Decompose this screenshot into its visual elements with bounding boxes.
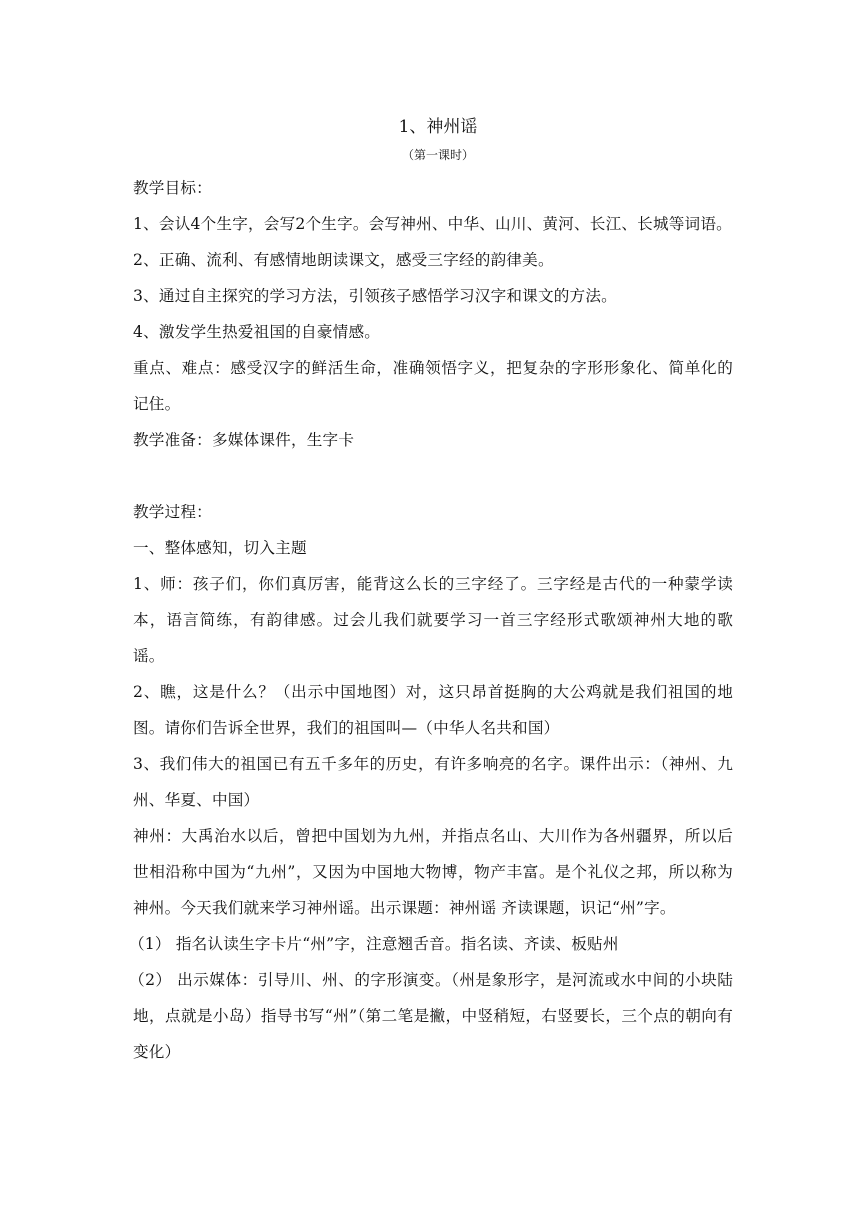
step-paragraph: 2、瞧，这是什么？（出示中国地图）对，这只昂首挺胸的大公鸡就是我们祖国的地图。请你们告诉全世界，我们的祖国叫—（中华人名共和国）	[133, 683, 733, 737]
objective-item: 3、通过自主探究的学习方法，引领孩子感悟学习汉字和课文的方法。	[133, 287, 617, 305]
sub-step: （2） 出示媒体：引导川、州、的字形演变。（州是象形字，是河流或水中间的小块陆地，点就是小岛）指导书写“州”（第二笔是撇，中竖稍短，右竖要长，三个点的朝向有变化）	[129, 971, 733, 1061]
lesson-title: 1、神州谣	[398, 117, 478, 137]
lesson-subtitle: （第一课时）	[401, 148, 474, 162]
objective-item: 4、激发学生热爱祖国的自豪情感。	[133, 323, 381, 341]
step-paragraph: 神州：大禹治水以后，曾把中国划为九州，并指点名山、大川作为各州疆界，所以后世相沿称中国为“九州”，又因为中国地大物博，物产丰富。是个礼仪之邦，所以称为神州。今天我们就来学习神州谣。出示课题：神州谣 齐读课题，识记“州”字。	[133, 827, 733, 917]
objective-item: 1、会认4个生字，会写2个生字。会写神州、中华、山川、黄河、长江、长城等词语。	[133, 215, 732, 233]
section-heading: 一、整体感知，切入主题	[133, 539, 307, 557]
sub-step: （1） 指名认读生字卡片“州”字，注意翘舌音。指名读、齐读、板贴州	[129, 935, 619, 953]
key-points: 重点、难点：感受汉字的鲜活生命，准确领悟字义，把复杂的字形形象化、简单化的记住。	[133, 359, 733, 413]
document-page	[129, 112, 733, 1070]
step-paragraph: 3、我们伟大的祖国已有五千多年的历史，有许多响亮的名字。课件出示：（神州、九州、华夏、中国）	[133, 755, 733, 809]
step-paragraph: 1、师：孩子们，你们真厉害，能背这么长的三字经了。三字经是古代的一种蒙学读本，语言简练，有韵律感。过会儿我们就要学习一首三字经形式歌颂神州大地的歌谣。	[133, 575, 733, 665]
preparation: 教学准备：多媒体课件，生字卡	[133, 431, 355, 449]
objective-item: 2、正确、流利、有感情地朗读课文，感受三字经的韵律美。	[133, 251, 554, 269]
objectives-heading: 教学目标：	[133, 179, 212, 197]
process-heading: 教学过程：	[133, 503, 212, 521]
blank-line	[133, 458, 733, 494]
